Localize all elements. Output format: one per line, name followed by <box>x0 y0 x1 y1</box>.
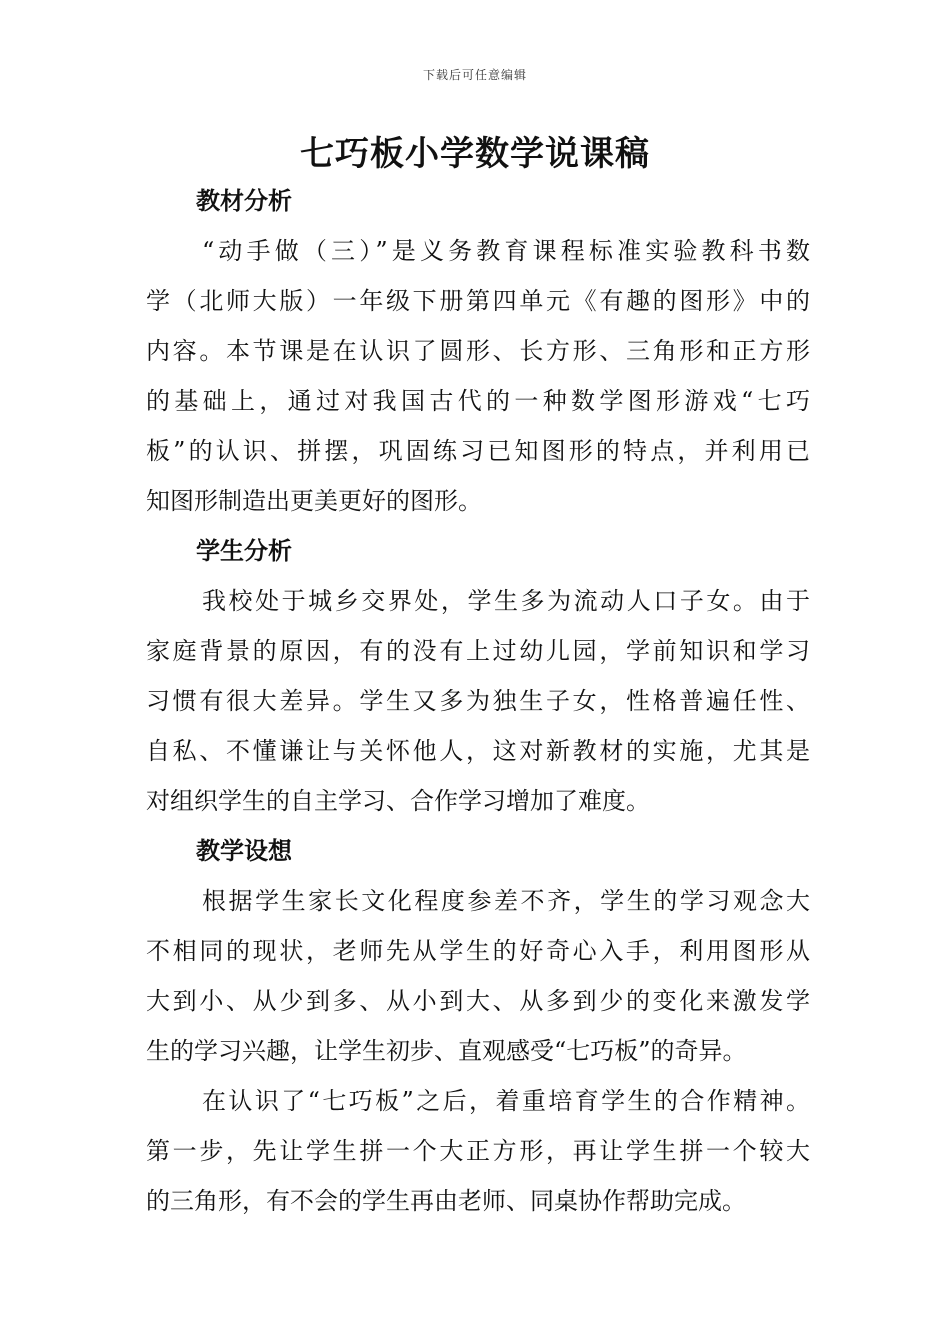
section-heading: 教材分析 <box>196 186 292 215</box>
body-paragraph <box>146 1076 810 1226</box>
header-note: 下载后可任意编辑 <box>422 68 527 82</box>
paragraph-line: 对组织学生的自主学习、合作学习增加了难度。 <box>146 787 650 815</box>
paragraph-line: 第一步，先让学生拼一个大正方形，再让学生拼一个较大 <box>146 1137 810 1165</box>
paragraph-line: 学（北师大版）一年级下册第四单元《有趣的图形》中的 <box>146 287 810 315</box>
document-title: 七巧板小学数学说课稿 <box>300 134 650 174</box>
paragraph-line: 不相同的现状，老师先从学生的好奇心入手，利用图形从 <box>146 937 810 965</box>
paragraph-line: 自私、不懂谦让与关怀他人，这对新教材的实施，尤其是 <box>146 737 810 765</box>
paragraph-line: “动手做（三）”是义务教育课程标准实验教科书数 <box>202 237 810 265</box>
paragraph-line: 家庭背景的原因，有的没有上过幼儿园，学前知识和学习 <box>146 637 810 665</box>
paragraph-line: 习惯有很大差异。学生又多为独生子女，性格普遍任性、 <box>146 687 810 715</box>
paragraph-line: 生的学习兴趣，让学生初步、直观感受“七巧板”的奇异。 <box>146 1037 747 1065</box>
paragraph-line: 的三角形，有不会的学生再由老师、同桌协作帮助完成。 <box>146 1187 746 1215</box>
paragraph-line: 内容。本节课是在认识了圆形、长方形、三角形和正方形 <box>146 337 810 365</box>
paragraph-line: 在认识了“七巧板”之后，着重培育学生的合作精神。 <box>202 1087 810 1115</box>
paragraph-line: 板”的认识、拼摆，巩固练习已知图形的特点，并利用已 <box>146 437 810 465</box>
body-paragraph <box>146 576 810 826</box>
section-heading: 学生分析 <box>196 536 292 565</box>
body-paragraph <box>146 876 810 1076</box>
section-heading: 教学设想 <box>196 836 292 865</box>
paragraph-line: 知图形制造出更美更好的图形。 <box>146 487 482 515</box>
document-body <box>146 176 810 1226</box>
paragraph-line: 大到小、从少到多、从小到大、从多到少的变化来激发学 <box>146 987 810 1015</box>
body-paragraph <box>146 226 810 526</box>
paragraph-line: 我校处于城乡交界处，学生多为流动人口子女。由于 <box>202 587 810 615</box>
paragraph-line: 的基础上，通过对我国古代的一种数学图形游戏“七巧 <box>146 387 810 415</box>
paragraph-line: 根据学生家长文化程度参差不齐，学生的学习观念大 <box>202 887 810 915</box>
